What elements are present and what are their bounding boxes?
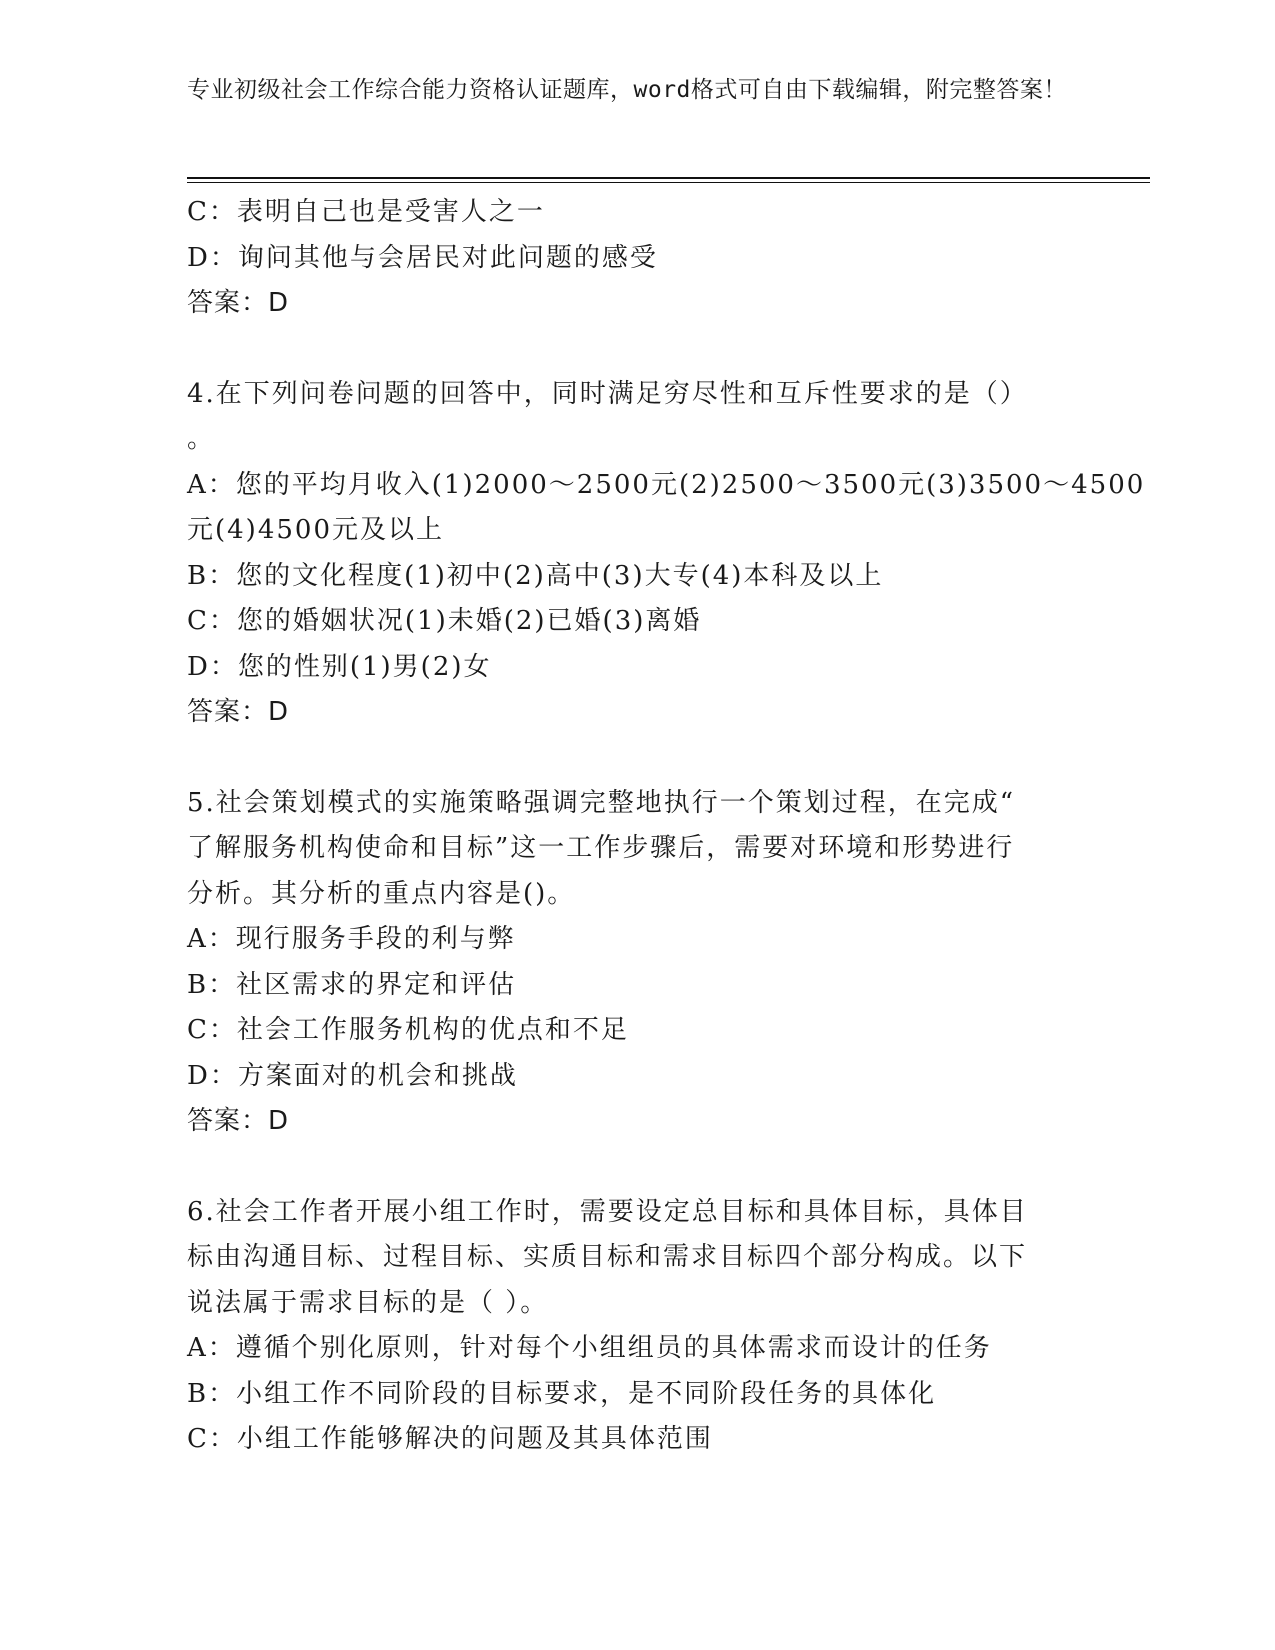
option-a: A：您的平均月收入(1)2000～2500元(2)2500～3500元(3)3500～4500 [187,469,1146,500]
question-stem: 标由沟通目标、过程目标、实质目标和需求目标四个部分构成。以下 [187,1242,1028,1272]
option-a: A：现行服务手段的利与弊 [187,924,516,954]
spacer [187,327,1087,372]
previous-question-tail [187,190,1087,327]
option-b: B：小组工作不同阶段的目标要求，是不同阶段任务的具体化 [187,1378,937,1409]
option-c: C：社会工作服务机构的优点和不足 [187,1015,629,1045]
question-stem: 6.社会工作者开展小组工作时，需要设定总目标和具体目标，具体目 [187,1196,1028,1227]
answer-label: 答案：D [187,697,290,727]
option-a-continued: 元(4)4500元及以上 [187,515,444,545]
question-content [187,190,1146,1463]
question-stem: 说法属于需求目标的是（ ）。 [187,1287,549,1318]
question-stem: 5.社会策划模式的实施策略强调完整地执行一个策划过程，在完成“ [187,787,1016,818]
header-rule-thin [187,182,1150,183]
question-stem: 。 [187,424,216,454]
spacer [187,736,1087,781]
question-stem: 4.在下列问卷问题的回答中，同时满足穷尽性和互斥性要求的是（） [187,378,1028,409]
answer-label: 答案：D [187,1106,290,1136]
question-4 [187,372,1146,736]
option-b: B：您的文化程度(1)初中(2)高中(3)大专(4)本科及以上 [187,560,884,591]
question-stem: 分析。其分析的重点内容是()。 [187,878,576,909]
question-6 [187,1190,1087,1463]
option-c: C：表明自己也是受害人之一 [187,197,545,227]
answer-label: 答案：D [187,288,290,318]
option-d: D：方案面对的机会和挑战 [187,1060,518,1091]
page-header: 专业初级社会工作综合能力资格认证题库，word格式可自由下载编辑，附完整答案！ [187,77,1067,103]
option-c: C：您的婚姻状况(1)未婚(2)已婚(3)离婚 [187,606,702,636]
option-c: C：小组工作能够解决的问题及其具体范围 [187,1424,713,1454]
option-d: D：询问其他与会居民对此问题的感受 [187,242,658,273]
option-d: D：您的性别(1)男(2)女 [187,651,492,682]
question-stem: 了解服务机构使命和目标”这一工作步骤后，需要对环境和形势进行 [187,833,1015,863]
question-5 [187,781,1087,1145]
option-b: B：社区需求的界定和评估 [187,969,517,1000]
option-a: A：遵循个别化原则，针对每个小组组员的具体需求而设计的任务 [187,1333,992,1363]
header-rule-thick [187,177,1150,179]
spacer [187,1145,1087,1190]
